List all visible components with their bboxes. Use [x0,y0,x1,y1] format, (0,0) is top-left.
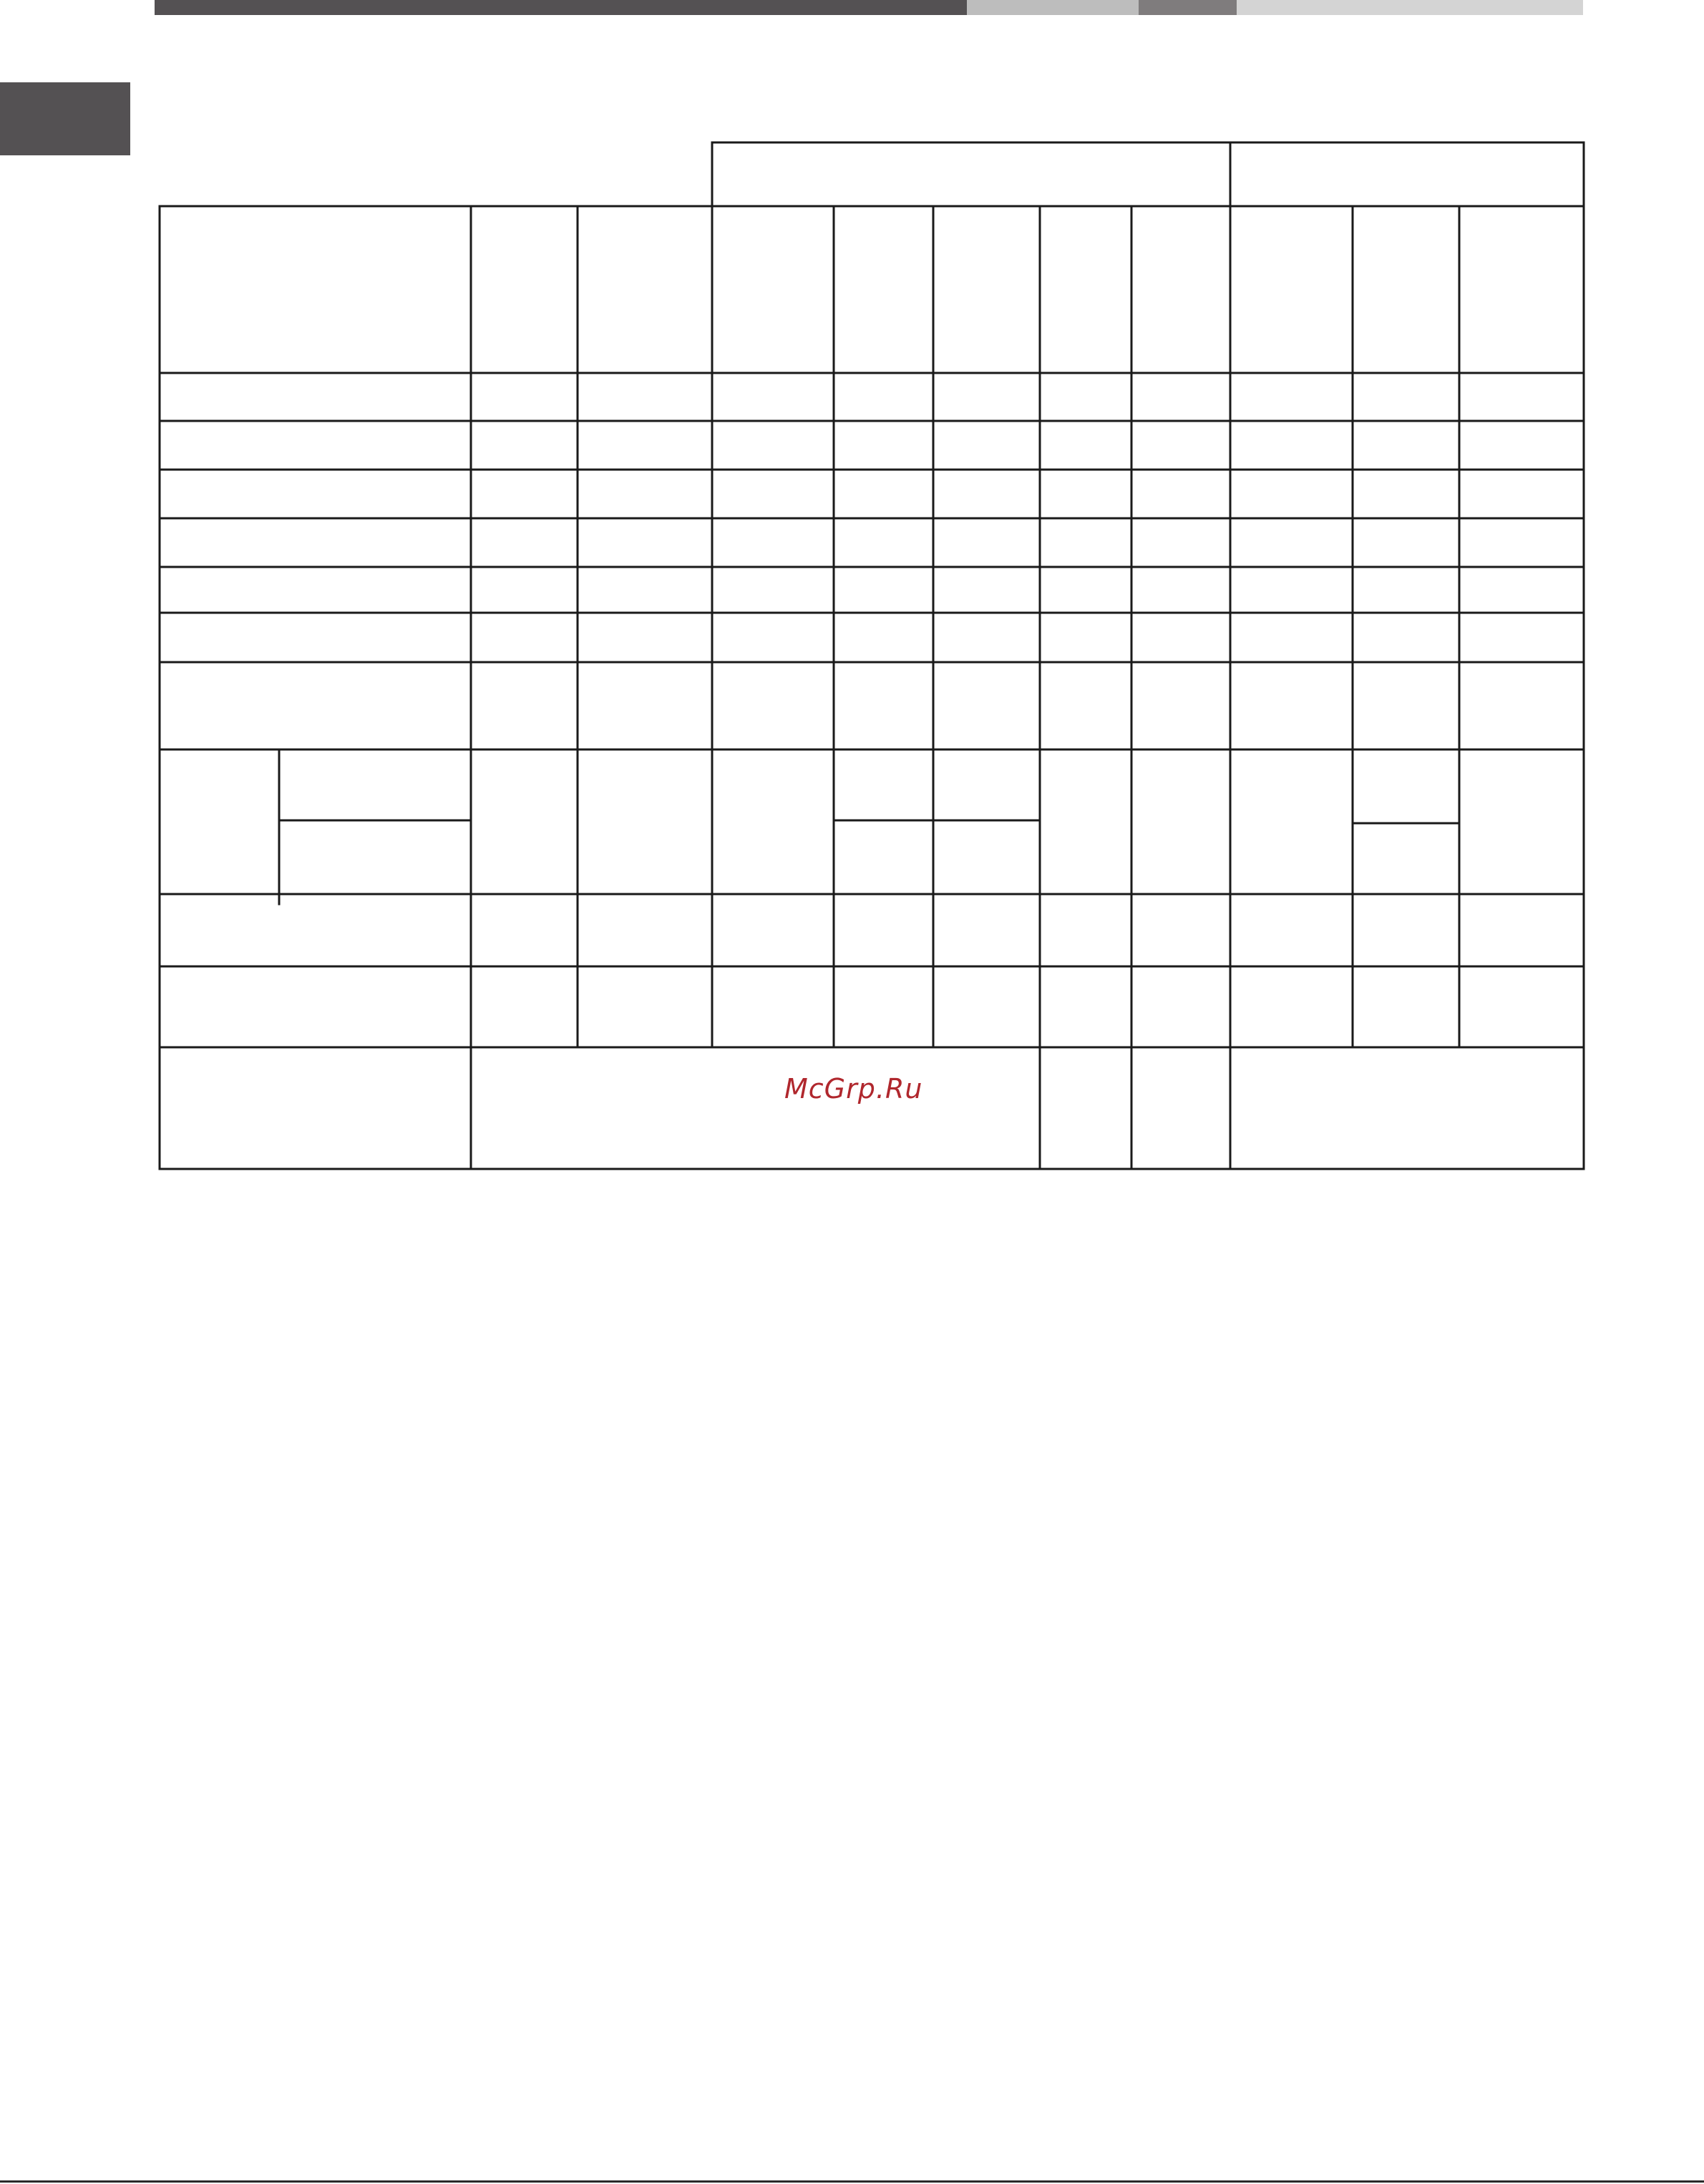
watermark-text: McGrp.Ru [784,1073,923,1105]
footer-rule [0,2180,1704,2183]
